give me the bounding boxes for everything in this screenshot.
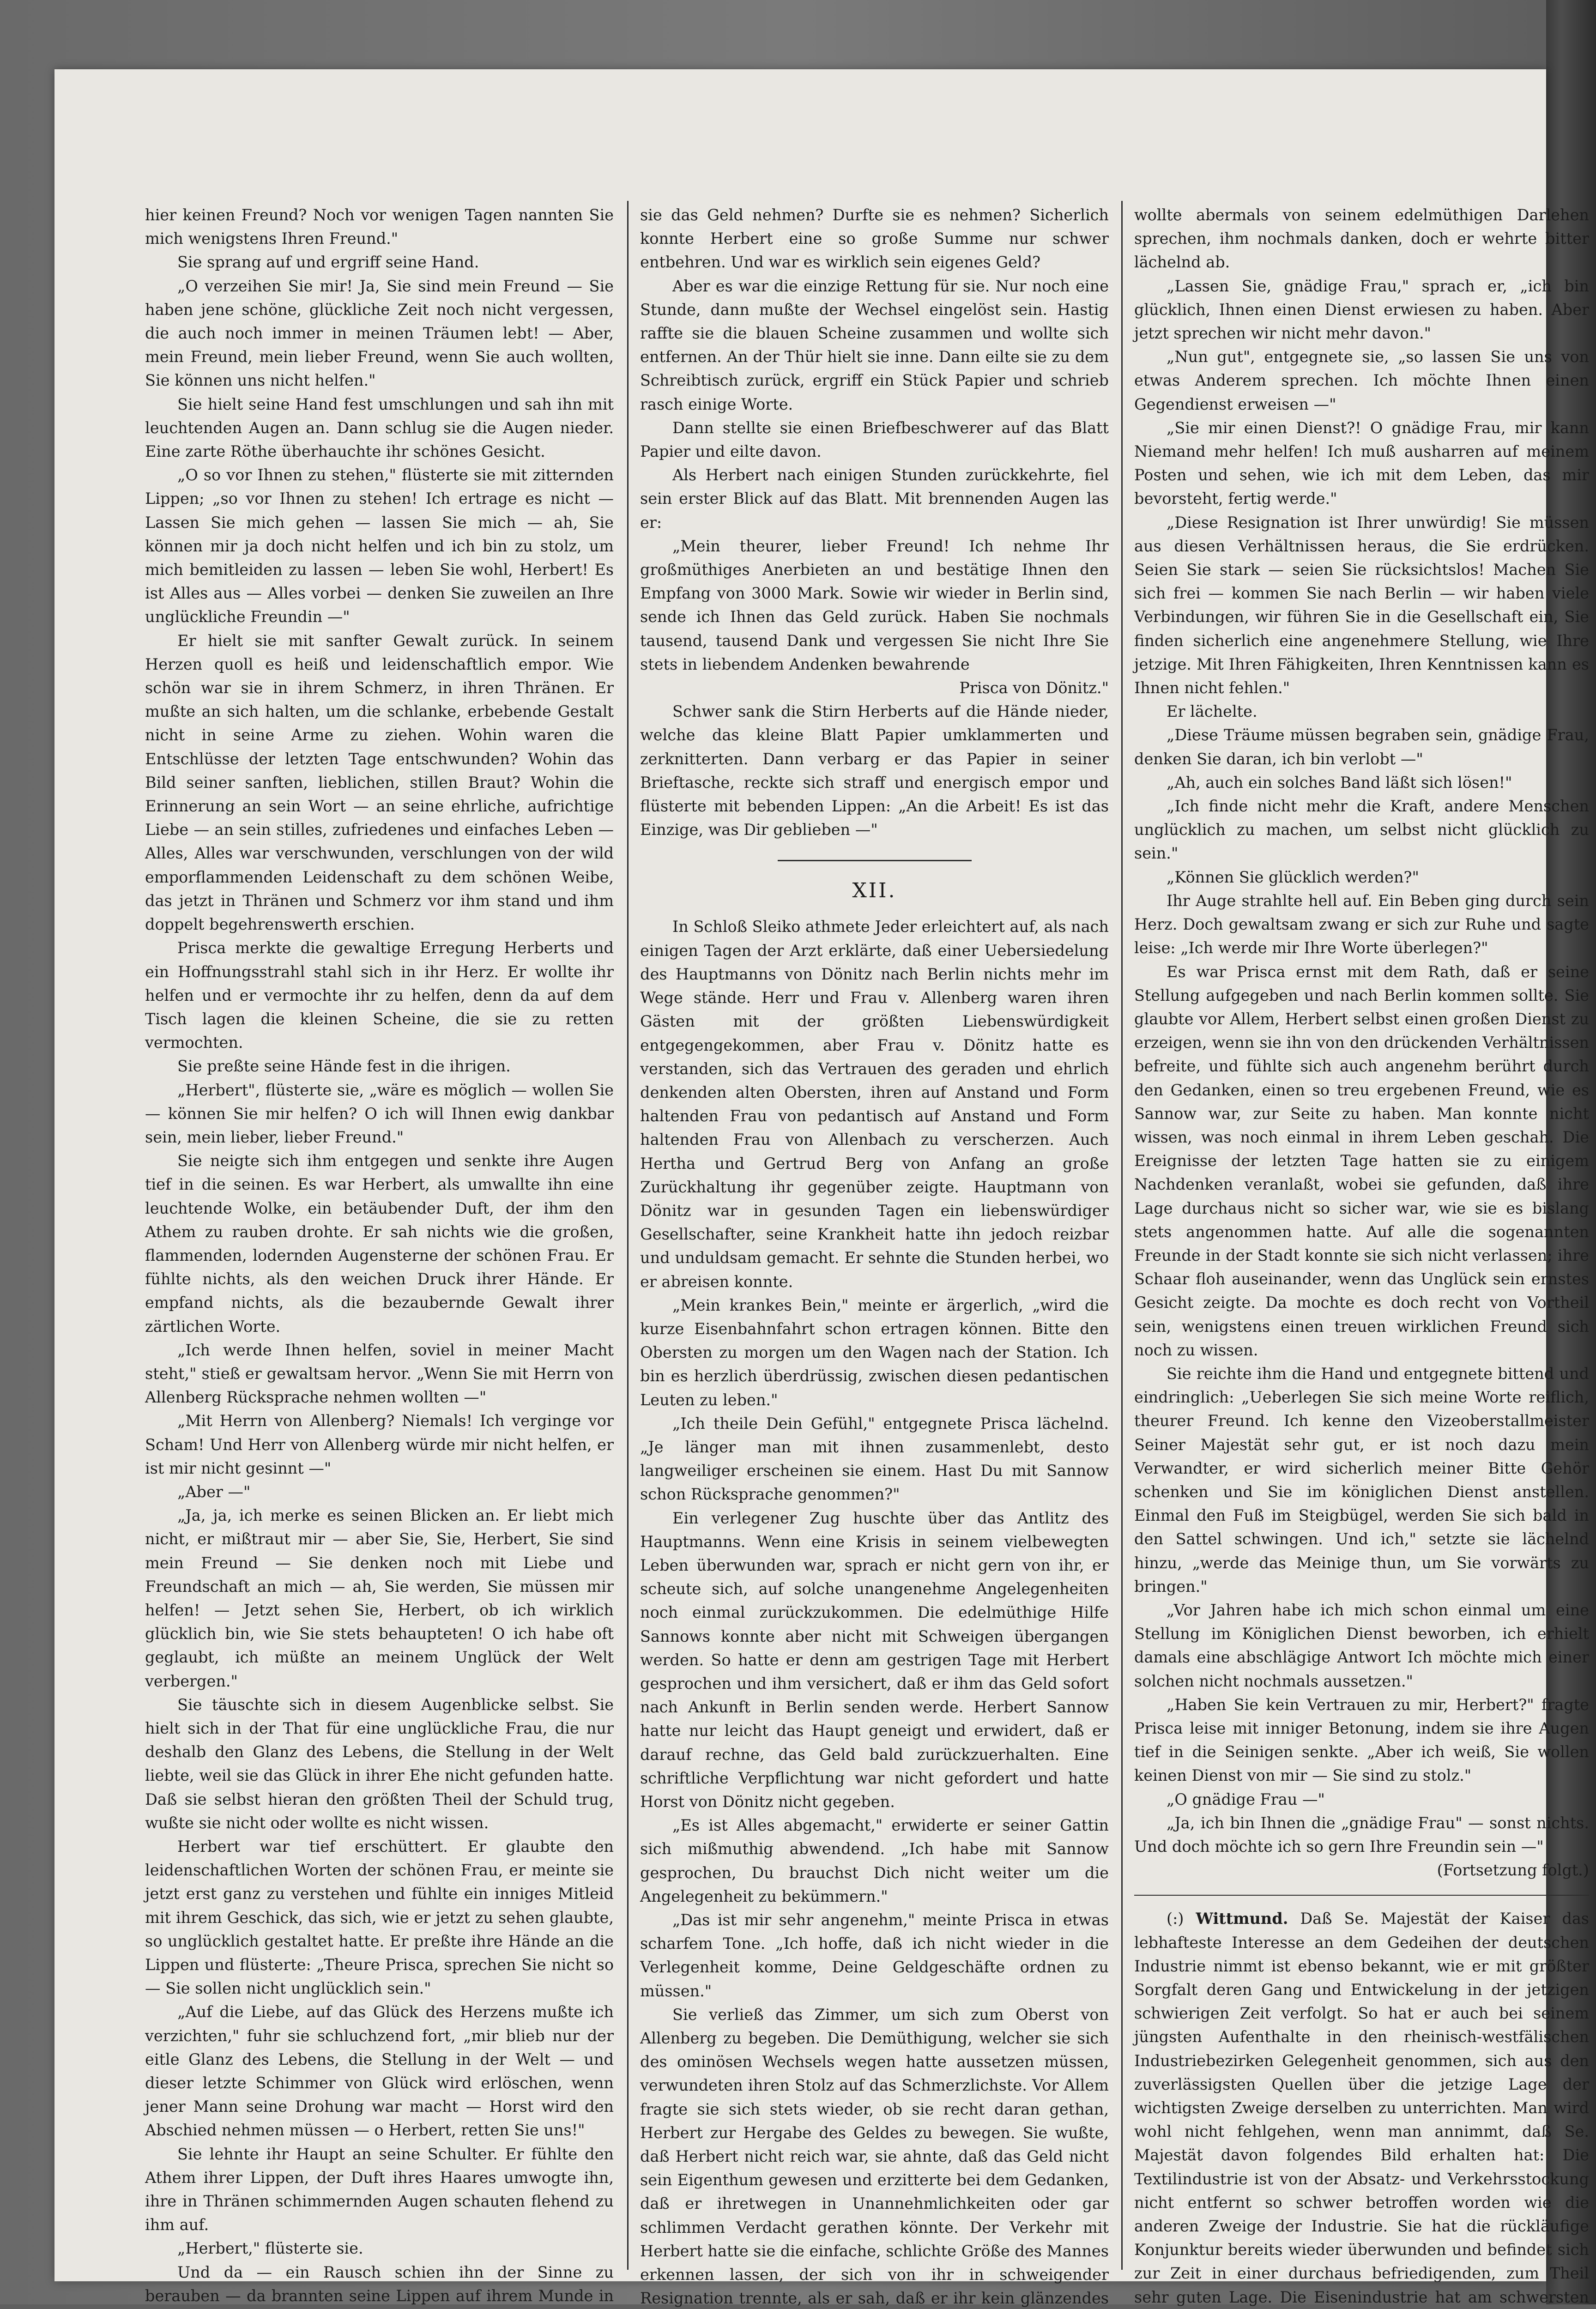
story-paragraph: Sie hielt seine Hand fest umschlungen und sah ihn mit leuchtenden Augen an. Dann schlug sie die Augen nieder. Eine zarte Röthe überhauchte ihr schönes Gesicht.: [145, 395, 614, 461]
story-paragraph: „Ah, auch ein solches Band läßt sich lösen!": [1167, 773, 1512, 792]
chapter-heading: XII.: [852, 879, 897, 903]
story-paragraph: Dann stellte sie einen Briefbeschwerer auf das Blatt Papier und eilte davon.: [640, 418, 1109, 461]
story-paragraph: Schwer sank die Stirn Herberts auf die Hände nieder, welche das kleine Blatt Papier umklammerten und zerknitterten. Dann verbarg er das Papier in seiner Brieftasche, reckte sich straff und energisch empor und flüsterte mit bebenden Lippen: „An die Arbeit! Es ist das Einzige, was Dir geblieben —": [640, 702, 1109, 839]
story-paragraph: „O gnädige Frau —": [1167, 1790, 1325, 1808]
news-title: Wittmund.: [1196, 1910, 1288, 1928]
news-marker: (:): [1167, 1910, 1196, 1928]
column-middle: [640, 203, 1109, 2308]
story-paragraph: wollte abermals von seinem edelmüthigen Darlehen sprechen, ihm nochmals danken, doch er wehrte bitter lächelnd ab.: [1134, 206, 1589, 272]
story-paragraph: „Auf die Liebe, auf das Glück des Herzens mußte ich verzichten," fuhr sie schluchzend fort, „mir blieb nur der eitle Glanz des Lebens, die Stellung in der Welt — und dieser letzte Schimmer von Glück wird erlöschen, wenn jener Mann seine Drohung war macht — Horst wird den Abschied nehmen müssen — o Herbert, retten Sie uns!": [145, 2003, 614, 2140]
story-paragraph: „Vor Jahren habe ich mich schon einmal um eine Stellung im Königlichen Dienst beworben, ich erhielt damals eine abschlägige Antwort Ich möchte mich einer solchen nicht nochmals aussetzen.": [1134, 1601, 1589, 1690]
story-paragraph: Sie neigte sich ihm entgegen und senkte ihre Augen tief in die seinen. Es war Herbert, als umwallte ihn eine leuchtende Wolke, ein betäubender Duft, der ihm den Athem zu rauben drohte. Er sah nichts wie die großen, flammenden, lodernden Augensterne der schönen Frau. Er fühlte nichts, als den weichen Druck ihrer Hände. Er empfand nichts, als die bezaubernde Gewalt ihrer zärtlichen Worte.: [145, 1152, 614, 1336]
story-paragraph: Und da — ein Rausch schien ihn der Sinne zu berauben — da brannten seine Lippen auf ihrem Munde in: [145, 2263, 614, 2305]
story-paragraph: „Sie mir einen Dienst?! O gnädige Frau, mir kann Niemand mehr helfen! Ich muß ausharren auf meinem Posten und sehen, wie ich mit dem Leben, das mir bevorsteht, fertig werde.": [1134, 418, 1589, 508]
story-paragraph: „Mein krankes Bein," meinte er ärgerlich, „wird die kurze Eisenbahnfahrt schon ertragen können. Bitte den Obersten zu morgen um den Wagen nach der Station. Ich bin es herzlich überdrüssig, zwischen diesen pedantischen Leuten zu leben.": [640, 1296, 1109, 1409]
section-separator: [1134, 1895, 1589, 1896]
story-paragraph: Sie sprang auf und ergriff seine Hand.: [177, 253, 479, 272]
newspaper-page: [54, 69, 1589, 2308]
story-paragraph: Sie lehnte ihr Haupt an seine Schulter. Er fühlte den Athem ihrer Lippen, der Duft ihres Haares umwogte ihn, ihre in Thränen schimmernden Augen schauten flehend zu ihm auf.: [145, 2145, 614, 2234]
story-paragraph: Sie preßte seine Hände fest in die ihrigen.: [177, 1057, 511, 1076]
story-paragraph: „Können Sie glücklich werden?": [1167, 868, 1419, 886]
story-paragraph: „Das ist mir sehr angenehm," meinte Prisca in etwas scharfem Tone. „Ich hoffe, daß ich nicht wieder in die Verlegenheit komme, Deine Geldgeschäfte ordnen zu müssen.": [640, 1911, 1109, 2000]
story-paragraph: „Diese Resignation ist Ihrer unwürdig! Sie müssen aus diesen Verhältnissen heraus, die Sie erdrücken. Seien Sie stark — seien Sie rücksichtslos! Machen Sie sich frei — kommen Sie nach Berlin — wir haben viele Verbindungen, wir führen Sie in die Gesellschaft ein, Sie finden sicherlich eine angenehmere Stellung, wie Ihre jetzige. Mit Ihren Fähigkeiten, Ihren Kenntnissen kann es Ihnen nicht fehlen.": [1134, 513, 1589, 697]
story-paragraph: „Mein theurer, lieber Freund! Ich nehme Ihr großmüthiges Anerbieten an und bestätige Ihnen den Empfang von 3000 Mark. Sowie wir wieder in Berlin sind, sende ich Ihnen das Geld zurück. Haben Sie nochmals tausend, tausend Dank und vergessen Sie nicht Ihre Sie stets in liebendem Andenken bewahrende: [640, 537, 1109, 673]
news-text: Daß Se. Majestät der Kaiser das lebhafteste Interesse an dem Gedeihen der deutschen Industrie nimmt ist ebenso bekannt, wie er mit größter Sorgfalt deren Gang und Entwickelung in der jetzigen schwierigen Zeit verfolgt. So hat er auch bei seinem jüngsten Aufenthalte in den rheinisch-westfälischen Industriebezirken Gelegenheit genommen, sich aus den zuverlässigsten Quellen über die jetzige Lage der wichtigsten Zweige derselben zu unterrichten. Man wird wohl nicht fehlgehen, wenn man annimmt, daß Se. Majestät davon folgendes Bild erhalten hat: Die Textilindustrie ist von der Absatz- und Verkehrsstockung nicht entfernt so schwer betroffen worden wie die anderen Zweige der Industrie. Sie hat die rückläufige Konjunktur bereits wieder überwunden und befindet sich zur Zeit in einer durchaus befriedigenden, zum Theil sehr guten Lage. Die Eisenindustrie hat am schwersten: [1134, 1910, 1589, 2306]
story-paragraph: „Ich theile Dein Gefühl," entgegnete Prisca lächelnd. „Je länger man mit ihnen zusammenlebt, desto langweiliger erscheinen sie einem. Hast Du mit Sannow schon Rücksprache genommen?": [640, 1414, 1109, 1504]
column-rule: [627, 201, 629, 2270]
story-paragraph: „O verzeihen Sie mir! Ja, Sie sind mein Freund — Sie haben jene schöne, glückliche Zeit noch nicht vergessen, die auch noch immer in meinen Träumen lebt! — Aber, mein Freund, mein lieber Freund, wenn Sie auch wollten, Sie können uns nicht helfen.": [145, 277, 614, 390]
story-paragraph: Als Herbert nach einigen Stunden zurückkehrte, fiel sein erster Blick auf das Blatt. Mit brennenden Augen las er:: [640, 466, 1109, 532]
story-paragraph: sie das Geld nehmen? Durfte sie es nehmen? Sicherlich konnte Herbert eine so große Summe nur schwer entbehren. Und war es wirklich sein eigenes Geld?: [640, 206, 1109, 272]
story-paragraph: Prisca merkte die gewaltige Erregung Herberts und ein Hoffnungsstrahl stahl sich in ihr Herz. Er wollte ihr helfen und er vermochte ihr zu helfen, denn da auf dem Tisch lagen die kleinen Scheine, die sie zu retten vermochten.: [145, 939, 614, 1052]
story-paragraph: „Ich werde Ihnen helfen, soviel in meiner Macht steht," stieß er gewaltsam hervor. „Wenn Sie mit Herrn von Allenberg Rücksprache nehmen wollten —": [145, 1341, 614, 1407]
story-paragraph: „Ich finde nicht mehr die Kraft, andere Menschen unglücklich zu machen, um selbst nicht glücklich zu sein.": [1134, 797, 1589, 863]
story-paragraph: „Herbert", flüsterte sie, „wäre es möglich — wollen Sie — können Sie mir helfen? O ich will Ihnen ewig dankbar sein, mein lieber, lieber Freund.": [145, 1081, 614, 1146]
news-item: [1134, 1907, 1589, 2309]
story-paragraph: „Es ist Alles abgemacht," erwiderte er seiner Gattin sich mißmuthig abwendend. „Ich habe mit Sannow gesprochen, Du brauchst Dich nicht weiter um die Angelegenheit zu bekümmern.": [640, 1816, 1109, 1905]
continued-note: (Fortsetzung folgt.): [1437, 1861, 1589, 1880]
letter-signature: Prisca von Dönitz.": [959, 679, 1109, 697]
story-paragraph: „O so vor Ihnen zu stehen," flüsterte sie mit zitternden Lippen; „so vor Ihnen zu stehen! Ich ertrage es nicht — Lassen Sie mich gehen — lassen Sie mich — ah, Sie können mir ja doch nicht helfen und ich bin zu stolz, um mich bemitleiden zu lassen — leben Sie wohl, Herbert! Es ist Alles aus — Alles vorbei — denken Sie zuweilen an Ihre unglückliche Freundin —": [145, 466, 614, 626]
story-paragraph: „Lassen Sie, gnädige Frau," sprach er, „ich bin glücklich, Ihnen einen Dienst erwiesen zu haben. Aber jetzt sprechen wir nicht mehr davon.": [1134, 277, 1589, 343]
story-paragraph: „Ja, ich bin Ihnen die „gnädige Frau" — sonst nichts. Und doch möchte ich so gern Ihre Freundin sein —": [1134, 1813, 1589, 1856]
column-left: [145, 203, 614, 2305]
story-paragraph: Aber es war die einzige Rettung für sie. Nur noch eine Stunde, dann mußte der Wechsel eingelöst sein. Hastig raffte sie die blauen Scheine zusammen und wollte sich entfernen. An der Thür hielt sie inne. Dann eilte sie zu dem Schreibtisch zurück, ergriff ein Stück Papier und schrieb rasch einige Worte.: [640, 277, 1109, 413]
story-paragraph: „Haben Sie kein Vertrauen zu mir, Herbert?" fragte Prisca leise mit inniger Betonung, indem sie ihre Augen tief in die Seinigen senkte. „Aber ich weiß, Sie wollen keinen Dienst von mir — Sie sind zu stolz.": [1134, 1695, 1589, 1785]
story-paragraph: Sie reichte ihm die Hand und entgegnete bittend und eindringlich: „Ueberlegen Sie sich meine Worte reiflich, theurer Freund. Ich kenne den Vizeoberstallmeister Seiner Majestät sehr gut, er ist noch dazu mein Verwandter, er wird sicherlich meiner Bitte Gehör schenken und Sie im königlichen Dienst anstellen. Einmal den Fuß im Steigbügel, werden Sie sich bald in den Sattel schwingen. Und ich," setzte sie lächelnd hinzu, „werde das Meinige thun, um Sie vorwärts zu bringen.": [1134, 1364, 1589, 1596]
story-paragraph: „Diese Träume müssen begraben sein, gnädige Frau, denken Sie daran, ich bin verlobt —": [1134, 726, 1589, 768]
story-paragraph: Sie verließ das Zimmer, um sich zum Oberst von Allenberg zu begeben. Die Demüthigung, welcher sie sich des ominösen Wechsels wegen hatte aussetzen müssen, verwundeten ihren Stolz auf das Schmerzlichste. Vor Allem fragte sie sich stets wieder, ob sie recht daran gethan, Herbert zur Hergabe des Geldes zu bewegen. Sie wußte, daß Herbert nicht reich war, sie ahnte, daß das Geld nicht sein Eigenthum gewesen und erzitterte bei dem Gedanken, daß er ihretwegen in Unannehmlichkeiten oder gar schlimmen Verdacht gerathen könnte. Der Verkehr mit Herbert hatte sie die einfache, schlichte Größe des Mannes erkennen lassen, der sich von ihr in schweigender Resignation trennte, als er sah, daß er ihr kein glänzendes: [640, 2005, 1109, 2308]
story-paragraph: Es war Prisca ernst mit dem Rath, daß er seine Stellung aufgegeben und nach Berlin kommen sollte. Sie glaubte vor Allem, Herbert selbst einen großen Dienst zu erzeigen, wenn sie ihn von den drückenden Verhältnissen befreite, und fühlte sich auch angenehm berührt durch den Gedanken, einen so treu ergebenen Freund, wie es Sannow war, zur Seite zu haben. Man konnte nicht wissen, was noch einmal in ihrem Leben geschah. Die Ereignisse der letzten Tage hatten sie zu einigem Nachdenken veranlaßt, wobei sie gefunden, daß ihre Lage durchaus nicht so sicher war, wie sie es bislang stets angenommen hatte. Auf alle die sogenannten Freunde in der Stadt konnte sie sich nicht verlassen; ihre Schaar floh auseinander, wenn das Unglück sein ernstes Gesicht zeigte. Da mochte es doch recht von Vortheil sein, wenigstens einen treuen wirklichen Freund sich noch zu wissen.: [1134, 962, 1589, 1359]
story-paragraph: „Mit Herrn von Allenberg? Niemals! Ich vergingе vor Scham! Und Herr von Allenberg würde mir nicht helfen, er ist mir nicht gesinnt —": [145, 1412, 614, 1477]
story-paragraph: Herbert war tief erschüttert. Er glaubte den leidenschaftlichen Worten der schönen Frau, er meinte sie jetzt erst ganz zu verstehen und fühlte ein inniges Mitleid mit ihrem Geschick, das sich, wie er jetzt zu sehen glaubte, so unglücklich gestaltet hatte. Er preßte ihre Hände an die Lippen und flüsterte: „Theure Prisca, sprechen Sie nicht so — Sie sollen nicht unglücklich sein.": [145, 1838, 614, 1998]
story-paragraph: „Herbert," flüsterte sie.: [177, 2239, 363, 2258]
story-paragraph: In Schloß Sleiko athmete Jeder erleichtert auf, als nach einigen Tagen der Arzt erklärte, daß einer Uebersiedelung des Hauptmanns von Dönitz nach Berlin nichts mehr im Wege stände. Herr und Frau v. Allenberg waren ihren Gästen mit der größten Liebenswürdigkeit entgegengekommen, aber Frau v. Dönitz hatte es verstanden, sich das Vertrauen des geraden und ehrlich denkenden alten Obersten, ihren auf Anstand und Form haltenden Frau von pedantisch auf Anstand und Form haltenden Frau von Allenbach zu verscherzen. Auch Hertha und Gertrud Berg von Anfang an große Zurückhaltung ihr gegenüber zeigte. Hauptmann von Dönitz war in gesunden Tagen ein liebenswürdiger Gesellschafter, seine Krankheit hatte ihn jedoch reizbar und unduldsam gemacht. Er sehnte die Stunden herbei, wo er abreisen konnte.: [640, 918, 1109, 1291]
story-paragraph: Er lächelte.: [1167, 702, 1257, 721]
story-paragraph: Ein verlegener Zug huschte über das Antlitz des Hauptmanns. Wenn eine Krisis in seinem vielbewegten Leben überwunden war, sprach er nicht gern von ihr, er scheute sich, auf solche unangenehme Angelegenheiten noch einmal zurückzukommen. Die edelmüthige Hilfe Sannows konnte aber nicht mit Schweigen übergangen werden. So hatte er denn am gestrigen Tage mit Herbert gesprochen und ihm versichert, daß er ihm das Geld sofort nach Ankunft in Berlin senden werde. Herbert Sannow hatte nur leicht das Haupt geneigt und erwidert, daß er darauf rechne, das Geld bald zurückzuerhalten. Eine schriftliche Verpflichtung war nicht gefordert und hatte Horst von Dönitz nicht gegeben.: [640, 1509, 1109, 1811]
story-paragraph: Ihr Auge strahlte hell auf. Ein Beben ging durch sein Herz. Doch gewaltsam zwang er sich zur Ruhe und sagte leise: „Ich werde mir Ihre Worte überlegen?": [1134, 891, 1589, 957]
column-rule: [1121, 201, 1123, 2270]
story-paragraph: Er hielt sie mit sanfter Gewalt zurück. In seinem Herzen quoll es heiß und leidenschaftlich empor. Wie schön war sie in ihrem Schmerz, in ihren Thränen. Er mußte an sich halten, um die schlanke, erbebende Gestalt nicht in seine Arme zu ziehen. Wohin waren die Entschlüsse der letzten Tage entschwunden? Wohin das Bild seiner sanften, lieblichen, stillen Braut? Wohin die Erinnerung an sein Wort — an seine ehrliche, aufrichtige Liebe — an sein stilles, zufriedenes und einfaches Leben — Alles, Alles war verschwunden, verschlungen von der wild emporflammenden Leidenschaft zu dem schönen Weibe, das jetzt in Thränen und Schmerz vor ihm stand und ihm doppelt begehrenswerth erschien.: [145, 631, 614, 934]
chapter-separator: [778, 860, 972, 861]
story-paragraph: „Ja, ja, ich merke es seinen Blicken an. Er liebt mich nicht, er mißtraut mir — aber Sie, Sie, Herbert, Sie sind mein Freund — Sie denken noch mit Liebe und Freundschaft an mich — ah, Sie werden, Sie müssen mir helfen! — Jetzt sehen Sie, Herbert, ob ich wirklich glücklich bin, wie Sie stets behaupteten! O ich habe oft geglaubt, ich müßte an meinem Unglück der Welt verbergen.": [145, 1506, 614, 1690]
story-paragraph: Sie täuschte sich in diesem Augenblicke selbst. Sie hielt sich in der That für eine unglückliche Frau, die nur deshalb den Glanz des Lebens, die Stellung in der Welt liebte, weil sie das Glück in ihrer Ehe nicht gefunden hatte. Daß sie selbst hieran den größten Theil der Schuld trug, wußte sie nicht oder wollte es nicht wissen.: [145, 1695, 614, 1832]
column-right: [1134, 203, 1589, 2306]
story-paragraph: „Nun gut", entgegnete sie, „so lassen Sie uns von etwas Anderem sprechen. Ich möchte Ihnen einen Gegendienst erweisen —": [1134, 348, 1589, 413]
story-paragraph: hier keinen Freund? Noch vor wenigen Tagen nannten Sie mich wenigstens Ihren Freund.": [145, 206, 614, 248]
story-paragraph: „Aber —": [177, 1482, 251, 1501]
